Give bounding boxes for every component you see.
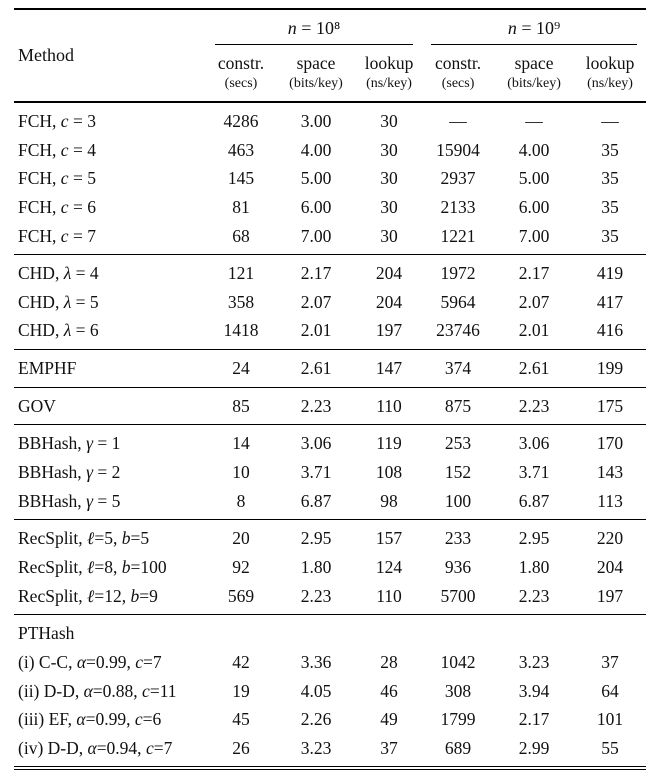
value-cell: 3.94 [518, 680, 550, 701]
value-cell: 2.26 [300, 709, 332, 730]
method-cell: (iii) EF, α=0.99, c=6 [18, 709, 162, 730]
value-cell: 3.06 [518, 433, 550, 454]
method-cell: PTHash [18, 623, 75, 644]
value-cell: 4.00 [518, 139, 550, 160]
value-cell: 35 [601, 225, 619, 246]
table-row [14, 615, 646, 648]
table-group [14, 425, 646, 520]
method-cell: FCH, c = 6 [18, 196, 96, 217]
unit-bitskey-1: (bits/key) [289, 76, 343, 91]
value-cell: 199 [596, 358, 624, 379]
method-cell: RecSplit, ℓ=12, b=9 [18, 585, 158, 606]
value-cell: 98 [380, 490, 398, 511]
value-cell: 204 [596, 556, 624, 577]
table-group [14, 520, 646, 615]
unit-secs-1: (secs) [224, 76, 258, 91]
value-cell: 30 [380, 168, 398, 189]
value-cell: 101 [596, 709, 624, 730]
value-cell [574, 615, 646, 648]
table-row [14, 458, 646, 487]
table-row [14, 255, 646, 288]
group-header-n1e8 [206, 9, 422, 46]
table-row [14, 164, 646, 193]
value-cell: 416 [596, 320, 624, 341]
value-cell: 2.99 [518, 737, 550, 758]
table-row [14, 193, 646, 222]
value-cell: 1221 [440, 225, 476, 246]
value-cell [206, 615, 276, 648]
value-cell: 2.95 [518, 528, 550, 549]
table-row [14, 316, 646, 349]
method-cell: (ii) D-D, α=0.88, c=11 [18, 680, 177, 701]
value-cell: 14 [232, 433, 250, 454]
value-cell: 3.36 [300, 651, 332, 672]
method-cell: CHD, λ = 5 [18, 291, 99, 312]
value-cell: 147 [375, 358, 403, 379]
value-cell: 4286 [223, 111, 259, 131]
method-cell: CHD, λ = 6 [18, 320, 99, 341]
value-cell: 6.00 [300, 196, 332, 217]
value-cell: 2.07 [518, 291, 550, 312]
value-cell: 4.05 [300, 680, 332, 701]
method-cell: FCH, c = 3 [18, 111, 96, 131]
value-cell: 30 [380, 111, 398, 131]
table-row [14, 677, 646, 706]
value-cell: 419 [596, 263, 624, 284]
value-cell: 3.23 [518, 651, 550, 672]
value-cell: 308 [444, 680, 472, 701]
value-cell: 2.95 [300, 528, 332, 549]
value-cell: 23746 [436, 320, 480, 341]
subheader-constr-2: constr. [434, 53, 482, 73]
method-cell: FCH, c = 4 [18, 139, 96, 160]
table-row [14, 705, 646, 734]
table-group [14, 615, 646, 769]
unit-secs-2: (secs) [441, 76, 475, 91]
value-cell: 30 [380, 225, 398, 246]
value-cell: 220 [596, 528, 624, 549]
value-cell: 2.17 [518, 263, 550, 284]
value-cell: 197 [596, 585, 624, 606]
value-cell: — [525, 111, 543, 131]
subheader-lookup-1: lookup [364, 53, 414, 73]
value-cell: 2133 [440, 196, 476, 217]
value-cell: 157 [375, 528, 403, 549]
value-cell: 1799 [440, 709, 476, 730]
group-header-n1e8-label: n = 10⁸ [215, 18, 413, 45]
value-cell: 1418 [223, 320, 259, 341]
value-cell: 26 [232, 737, 250, 758]
value-cell: 463 [227, 139, 255, 160]
table-row [14, 734, 646, 769]
value-cell: 45 [232, 709, 250, 730]
method-cell: BBHash, γ = 1 [18, 433, 121, 454]
table-row [14, 520, 646, 553]
value-cell: 6.87 [518, 490, 550, 511]
value-cell [276, 615, 356, 648]
value-cell: 81 [232, 196, 250, 217]
value-cell: 110 [376, 395, 402, 416]
table-row [14, 350, 646, 388]
value-cell: 170 [596, 433, 624, 454]
value-cell: 3.23 [300, 737, 332, 758]
value-cell: 175 [596, 395, 624, 416]
value-cell: 108 [375, 462, 403, 483]
value-cell: 124 [375, 556, 403, 577]
table-row [14, 487, 646, 520]
benchmark-table [14, 8, 646, 770]
value-cell: 28 [380, 651, 398, 672]
value-cell: 113 [597, 490, 623, 511]
value-cell: 152 [444, 462, 472, 483]
value-cell: 37 [380, 737, 398, 758]
table-row [14, 288, 646, 317]
unit-nskey-2: (ns/key) [587, 76, 633, 91]
value-cell: 4.00 [300, 139, 332, 160]
value-cell: 7.00 [518, 225, 550, 246]
value-cell: 19 [232, 680, 250, 701]
value-cell: 2.23 [300, 585, 332, 606]
value-cell [422, 615, 494, 648]
value-cell: 35 [601, 139, 619, 160]
value-cell: 110 [376, 585, 402, 606]
method-cell: (iv) D-D, α=0.94, c=7 [18, 737, 173, 758]
value-cell: 20 [232, 528, 250, 549]
value-cell: 204 [375, 263, 403, 284]
value-cell: 24 [232, 358, 250, 379]
value-cell: 64 [601, 680, 619, 701]
value-cell: 1972 [440, 263, 476, 284]
value-cell: 10 [232, 462, 250, 483]
value-cell: 3.06 [300, 433, 332, 454]
value-cell: 417 [596, 291, 624, 312]
value-cell: 35 [601, 196, 619, 217]
value-cell: 2.17 [300, 263, 332, 284]
value-cell: 8 [236, 490, 246, 511]
method-cell: RecSplit, ℓ=5, b=5 [18, 528, 150, 549]
method-cell: RecSplit, ℓ=8, b=100 [18, 556, 167, 577]
value-cell: 875 [444, 395, 472, 416]
value-cell: 6.00 [518, 196, 550, 217]
value-cell: 204 [375, 291, 403, 312]
value-cell: — [449, 111, 467, 131]
value-cell: 3.71 [300, 462, 332, 483]
value-cell: 100 [444, 490, 472, 511]
value-cell: 49 [380, 709, 398, 730]
value-cell: 2.01 [300, 320, 332, 341]
table-row [14, 582, 646, 615]
value-cell: 569 [227, 585, 255, 606]
value-cell: 5700 [440, 585, 476, 606]
method-cell: (i) C-C, α=0.99, c=7 [18, 651, 162, 672]
value-cell: 6.87 [300, 490, 332, 511]
value-cell: 3.71 [518, 462, 550, 483]
table-group [14, 350, 646, 388]
value-cell: 2.23 [300, 395, 332, 416]
table-row [14, 136, 646, 165]
value-cell: 689 [444, 737, 472, 758]
table-row [14, 102, 646, 136]
value-cell: 1.80 [518, 556, 550, 577]
value-cell: 2.61 [300, 358, 332, 379]
table-row [14, 425, 646, 458]
value-cell: 3.00 [300, 111, 332, 131]
value-cell: 2.07 [300, 291, 332, 312]
subheader-space-1: space [296, 53, 336, 73]
value-cell: 197 [375, 320, 403, 341]
subheader-space-2: space [514, 53, 554, 73]
value-cell: 30 [380, 196, 398, 217]
value-cell: 2.23 [518, 585, 550, 606]
value-cell: 55 [601, 737, 619, 758]
value-cell: 145 [227, 168, 255, 189]
value-cell: 358 [227, 291, 255, 312]
group-header-n1e9-label: n = 10⁹ [431, 18, 637, 45]
value-cell: 92 [232, 556, 250, 577]
value-cell: 119 [376, 433, 402, 454]
group-header-n1e9 [422, 9, 646, 46]
method-column-header: Method [18, 45, 74, 65]
table-group [14, 255, 646, 350]
method-cell: BBHash, γ = 2 [18, 462, 121, 483]
value-cell: 2937 [440, 168, 476, 189]
value-cell: 1.80 [300, 556, 332, 577]
value-cell: 1042 [440, 651, 476, 672]
table-row [14, 222, 646, 255]
value-cell: — [601, 111, 619, 131]
subheader-constr-1: constr. [217, 53, 265, 73]
value-cell [356, 615, 422, 648]
value-cell: 374 [444, 358, 472, 379]
value-cell: 68 [232, 225, 250, 246]
value-cell: 46 [380, 680, 398, 701]
table-row [14, 387, 646, 425]
table-group [14, 387, 646, 425]
table-header [14, 9, 646, 102]
value-cell: 5.00 [300, 168, 332, 189]
value-cell [494, 615, 574, 648]
value-cell: 42 [232, 651, 250, 672]
value-cell: 2.17 [518, 709, 550, 730]
value-cell: 35 [601, 168, 619, 189]
value-cell: 37 [601, 651, 619, 672]
method-cell: CHD, λ = 4 [18, 263, 99, 284]
value-cell: 143 [596, 462, 624, 483]
value-cell: 121 [227, 263, 255, 284]
value-cell: 936 [444, 556, 472, 577]
method-cell: EMPHF [18, 358, 77, 379]
unit-nskey-1: (ns/key) [366, 76, 412, 91]
subheader-lookup-2: lookup [585, 53, 635, 73]
value-cell: 7.00 [300, 225, 332, 246]
table-row [14, 553, 646, 582]
value-cell: 2.61 [518, 358, 550, 379]
value-cell: 233 [444, 528, 472, 549]
value-cell: 5964 [440, 291, 476, 312]
value-cell: 30 [380, 139, 398, 160]
table-row [14, 648, 646, 677]
value-cell: 253 [444, 433, 472, 454]
method-cell: BBHash, γ = 5 [18, 490, 121, 511]
method-cell: FCH, c = 5 [18, 168, 96, 189]
value-cell: 2.01 [518, 320, 550, 341]
method-cell: GOV [18, 395, 56, 416]
method-cell: FCH, c = 7 [18, 225, 96, 246]
table-group [14, 102, 646, 255]
value-cell: 15904 [436, 139, 480, 160]
value-cell: 85 [232, 395, 250, 416]
value-cell: 5.00 [518, 168, 550, 189]
unit-bitskey-2: (bits/key) [507, 76, 561, 91]
value-cell: 2.23 [518, 395, 550, 416]
